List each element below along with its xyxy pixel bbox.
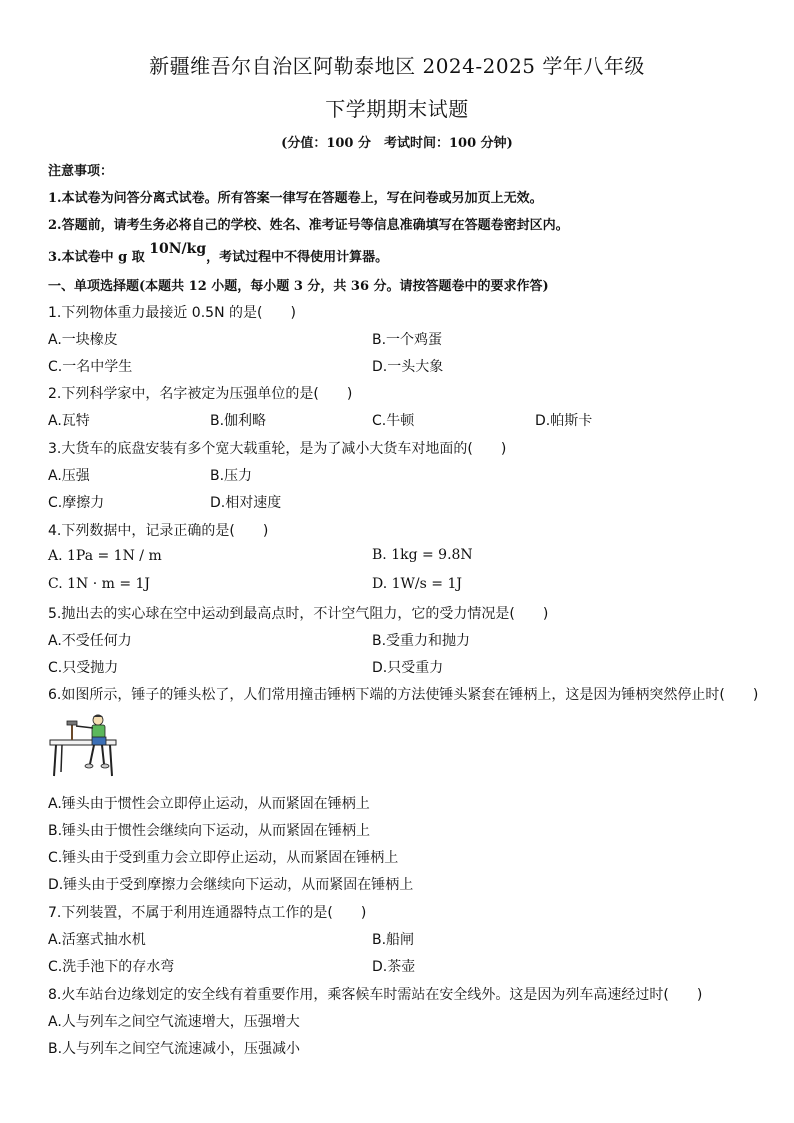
question-4-option-b[interactable]: B. 1kg = 9.8N <box>372 547 473 563</box>
note-3-tail: ，考试过程中不得使用计算器。 <box>206 250 389 265</box>
exam-title-line2: 下学期期末试题 <box>325 97 469 121</box>
notes-heading: 注意事项： <box>48 164 114 179</box>
question-6-option-c[interactable]: C.锤头由于受到重力会立即停止运动，从而紧固在锤柄上 <box>48 850 399 866</box>
question-3-option-a[interactable]: A.压强 <box>48 468 90 484</box>
question-2-stem: 2.下列科学家中，名字被定为压强单位的是( ) <box>48 386 353 402</box>
exam-title-line1: 新疆维吾尔自治区阿勒泰地区 2024-2025 学年八年级 <box>149 54 645 78</box>
question-5-stem: 5.抛出去的实心球在空中运动到最高点时，不计空气阻力，它的受力情况是( ) <box>48 606 549 622</box>
g-value-unit: 10N/kg <box>149 241 207 257</box>
question-8-option-b[interactable]: B.人与列车之间空气流速减小，压强减小 <box>48 1041 301 1057</box>
question-4-option-a[interactable]: A. 1Pa = 1N / m <box>48 548 162 564</box>
question-3-stem: 3.大货车的底盘安装有多个宽大载重轮，是为了减小大货车对地面的( ) <box>48 441 507 457</box>
question-5-option-d[interactable]: D.只受重力 <box>372 660 444 676</box>
question-1-stem: 1.下列物体重力最接近 0.5N 的是( ) <box>48 305 296 321</box>
question-2-option-b[interactable]: B.伽利略 <box>210 413 267 429</box>
question-1-option-d[interactable]: D.一头大象 <box>372 359 444 375</box>
question-2-option-a[interactable]: A.瓦特 <box>48 413 90 429</box>
question-5-option-a[interactable]: A.不受任何力 <box>48 633 132 649</box>
question-4-option-c[interactable]: C. 1N · m = 1J <box>48 576 151 592</box>
note-1: 1.本试卷为问答分离式试卷。所有答案一律写在答题卷上，写在问卷或另加页上无效。 <box>48 191 543 206</box>
question-3-option-b[interactable]: B.压力 <box>210 468 253 484</box>
question-7-option-d[interactable]: D.茶壶 <box>372 959 416 975</box>
question-1-option-b[interactable]: B.一个鸡蛋 <box>372 332 443 348</box>
question-6-option-b[interactable]: B.锤头由于惯性会继续向下运动，从而紧固在锤柄上 <box>48 823 371 839</box>
section-1-heading: 一、单项选择题(本题共 12 小题，每小题 3 分，共 36 分。请按答题卷中的要求作答) <box>48 279 549 294</box>
question-4-option-d[interactable]: D. 1W/s = 1J <box>372 576 462 592</box>
question-8-option-a[interactable]: A.人与列车之间空气流速增大，压强增大 <box>48 1014 300 1030</box>
question-6-option-a[interactable]: A.锤头由于惯性会立即停止运动，从而紧固在锤柄上 <box>48 796 370 812</box>
question-7-option-b[interactable]: B.船闸 <box>372 932 415 948</box>
question-1-option-a[interactable]: A.一块橡皮 <box>48 332 118 348</box>
note-3 <box>48 241 389 265</box>
question-5-option-c[interactable]: C.只受抛力 <box>48 660 119 676</box>
note-3-text: 3.本试卷中 g 取 <box>48 250 150 265</box>
question-1-option-c[interactable]: C.一名中学生 <box>48 359 133 375</box>
hammer-figure-illustration <box>48 712 120 778</box>
question-2-option-c[interactable]: C.牛顿 <box>372 413 415 429</box>
question-2-option-d[interactable]: D.帕斯卡 <box>535 413 593 429</box>
question-6-stem: 6.如图所示，锤子的锤头松了，人们常用撞击锤柄下端的方法使锤头紧套在锤柄上，这是因为锤柄突然停止时( ) <box>48 687 759 703</box>
question-3-option-c[interactable]: C.摩擦力 <box>48 495 105 511</box>
note-2: 2.答题前，请考生务必将自己的学校、姓名、准考证号等信息准确填写在答题卷密封区内。 <box>48 218 569 233</box>
question-4-stem: 4.下列数据中，记录正确的是( ) <box>48 523 269 539</box>
question-7-option-c[interactable]: C.洗手池下的存水弯 <box>48 959 175 975</box>
question-7-option-a[interactable]: A.活塞式抽水机 <box>48 932 146 948</box>
question-3-option-d[interactable]: D.相对速度 <box>210 495 282 511</box>
question-6-option-d[interactable]: D.锤头由于受到摩擦力会继续向下运动，从而紧固在锤柄上 <box>48 877 414 893</box>
question-5-option-b[interactable]: B.受重力和抛力 <box>372 633 471 649</box>
score-time-note: (分值：100 分 考试时间：100 分钟) <box>281 136 513 151</box>
question-8-stem: 8.火车站台边缘划定的安全线有着重要作用，乘客候车时需站在安全线外。这是因为列车高速经过时( ) <box>48 987 703 1003</box>
question-7-stem: 7.下列装置，不属于利用连通器特点工作的是( ) <box>48 905 367 921</box>
